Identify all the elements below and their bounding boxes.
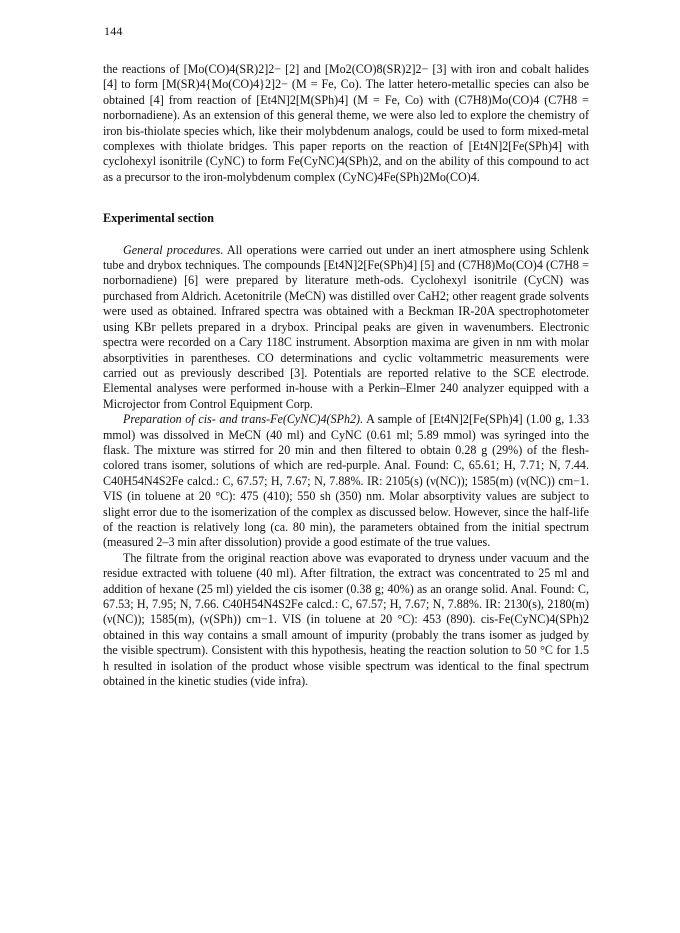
general-procedures-body: All operations were carried out under an inert atmosphere using Schlenk tube and drybox techniques. The compounds [Et4N]2[Fe(SPh)4] [5] and (C7H8)Mo(CO)4 (C7H8 = norbornadiene) [6] were prepared by literature meth-ods. Cyclohexyl isonitrile (CyCN) was purchased from Aldrich. Acetonitrile (MeCN) was distilled over CaH2; other reagent grade solvents were used as obtained. Infrared spectra was obtained with a Beckman IR-20A spectrophotometer using KBr pellets prepared in a drybox. Principal peaks are given in wavenumbers. Electronic spectra were recorded on a Cary 118C instrument. Absorption maxima are given in nm with molar absorptivities in parentheses. CO determinations and cyclic voltammetric measurements were carried out as previously described [3]. Potentials are reported relative to the SCE electrode. Elemental analyses were performed in-house with a Perkin–Elmer 240 analyzer equipped with a Microjector from Control Equipment Corp. [103, 242, 589, 411]
intro-paragraph: the reactions of [Mo(CO)4(SR)2]2− [2] and [Mo2(CO)8(SR)2]2− [3] with iron and cobalt halides [4] to form [M(SR)4{Mo(CO)4}2]2− (M = Fe, Co). The latter hetero-metallic species can also be obtained [4] from reaction of [Et4N]2[M(SPh)4] (M = Fe, Co) with (C7H8)Mo(CO)4 (C7H8 = norbornadiene). As an extension of this general theme, we were also led to explore the chemistry of iron bis-thiolate species which, like their molybdenum analogs, could be used to form mixed-metal complexes with thiolate bridges. This paper reports on the reaction of [Et4N]2[Fe(SPh)4] with cyclohexyl isonitrile (CyNC) to form Fe(CyNC)4(SPh)2, and on the ability of this compound to act as a precursor to the iron-molybdenum complex (CyNC)4Fe(SPh)2Mo(CO)4. [103, 62, 589, 184]
preparation-paragraph [103, 412, 589, 551]
general-procedures-title: General procedures. [123, 242, 224, 257]
page-number: 144 [104, 24, 123, 38]
filtrate-paragraph: The filtrate from the original reaction above was evaporated to dryness under vacuum and the residue extracted with toluene (40 ml). After filtration, the extract was concentrated to 25 ml and addition of hexane (25 ml) yielded the cis isomer (0.38 g; 40%) as an orange solid. Anal. Found: C, 67.53; H, 7.95; N, 7.66. C40H54N4S2Fe calcd.: C, 67.57; H, 7.67; N, 7.88%. IR: 2130(s), 2180(m) (ν(NC)); 1585(m), (ν(SPh)) cm−1. VIS (in toluene at 20 °C): 453 (890). cis-Fe(CyNC)4(SPh)2 obtained in this way contains a small amount of impurity (probably the trans isomer as judged by the visible spectrum). Consistent with this hypothesis, heating the reaction solution to 50 °C for 1.5 h resulted in isolation of the product whose visible spectrum was identical to the final spectrum obtained in the kinetic studies (vide infra). [103, 550, 589, 689]
general-procedures-paragraph [103, 243, 589, 412]
preparation-title: Preparation of cis- and trans-Fe(CyNC)4(SPh2). [123, 412, 364, 427]
page-body [103, 62, 589, 689]
preparation-body: A sample of [Et4N]2[Fe(SPh)4] (1.00 g, 1.33 mmol) was dissolved in MeCN (40 ml) and CyNC (0.61 ml; 5.89 mmol) was syringed into the flask. The mixture was stirred for 20 min and then filtered to obtain 0.28 g (29%) of the flesh-colored trans isomer, solutions of which are red-purple. Anal. Found: C, 65.61; H, 7.71; N, 7.44. C40H54N4S2Fe calcd.: C, 67.57; H, 7.67; N, 7.88%. IR: 2105(s) (ν(NC)); 1585(m) (ν(NC)) cm−1. VIS (in toluene at 20 °C): 475 (410); 550 sh (350) nm. Molar absorptivity values are subject to slight error due to the isomerization of the complex as discussed below. However, since the half-life of the reaction is relatively long (ca. 80 min), the parameters obtained from the initial spectrum (measured 2–3 min after dissolution) provide a good estimate of the true values. [103, 412, 590, 550]
section-heading: Experimental section [103, 211, 214, 226]
